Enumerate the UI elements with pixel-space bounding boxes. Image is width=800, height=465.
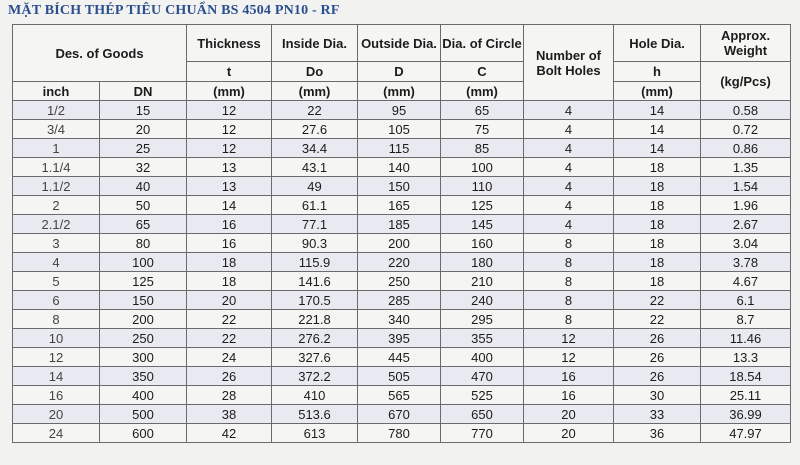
table-row (13, 120, 791, 139)
cell-weight: 13.3 (701, 348, 791, 367)
header-row-names (13, 25, 791, 62)
cell-bolt-holes: 8 (524, 310, 614, 329)
cell-outside-dia: 340 (358, 310, 441, 329)
cell-weight: 4.67 (701, 272, 791, 291)
cell-hole-dia: 14 (614, 120, 701, 139)
cell-thickness: 12 (187, 101, 272, 120)
cell-outside-dia: 505 (358, 367, 441, 386)
cell-bolt-holes: 4 (524, 215, 614, 234)
cell-inside-dia: 372.2 (272, 367, 358, 386)
cell-circle-dia: 525 (441, 386, 524, 405)
cell-outside-dia: 780 (358, 424, 441, 443)
cell-inch: 16 (13, 386, 100, 405)
table-row (13, 348, 791, 367)
cell-weight: 1.54 (701, 177, 791, 196)
cell-thickness: 16 (187, 215, 272, 234)
cell-inside-dia: 49 (272, 177, 358, 196)
cell-thickness: 20 (187, 291, 272, 310)
header-hole-symbol: h (614, 62, 701, 82)
cell-dn: 300 (100, 348, 187, 367)
cell-dn: 500 (100, 405, 187, 424)
header-bolt-holes: Number of Bolt Holes (524, 25, 614, 101)
header-inch: inch (13, 82, 100, 101)
cell-inch: 8 (13, 310, 100, 329)
cell-hole-dia: 33 (614, 405, 701, 424)
cell-hole-dia: 26 (614, 348, 701, 367)
cell-weight: 3.78 (701, 253, 791, 272)
cell-circle-dia: 100 (441, 158, 524, 177)
header-weight-unit: (kg/Pcs) (701, 62, 791, 101)
table-row (13, 177, 791, 196)
cell-bolt-holes: 8 (524, 272, 614, 291)
table-row (13, 405, 791, 424)
cell-thickness: 22 (187, 310, 272, 329)
cell-inch: 6 (13, 291, 100, 310)
cell-outside-dia: 250 (358, 272, 441, 291)
table-row (13, 291, 791, 310)
cell-dn: 40 (100, 177, 187, 196)
cell-hole-dia: 36 (614, 424, 701, 443)
cell-inch: 1/2 (13, 101, 100, 120)
cell-circle-dia: 160 (441, 234, 524, 253)
cell-hole-dia: 26 (614, 329, 701, 348)
cell-outside-dia: 445 (358, 348, 441, 367)
cell-outside-dia: 565 (358, 386, 441, 405)
cell-thickness: 42 (187, 424, 272, 443)
cell-thickness: 14 (187, 196, 272, 215)
unit-thickness: (mm) (187, 82, 272, 101)
cell-thickness: 18 (187, 253, 272, 272)
cell-outside-dia: 670 (358, 405, 441, 424)
cell-inside-dia: 34.4 (272, 139, 358, 158)
table-row (13, 101, 791, 120)
cell-bolt-holes: 4 (524, 120, 614, 139)
cell-thickness: 38 (187, 405, 272, 424)
cell-circle-dia: 650 (441, 405, 524, 424)
cell-outside-dia: 95 (358, 101, 441, 120)
cell-bolt-holes: 8 (524, 291, 614, 310)
cell-bolt-holes: 4 (524, 139, 614, 158)
table-row (13, 234, 791, 253)
cell-hole-dia: 22 (614, 310, 701, 329)
cell-outside-dia: 165 (358, 196, 441, 215)
cell-bolt-holes: 20 (524, 405, 614, 424)
table-row (13, 310, 791, 329)
header-weight: Approx. Weight (701, 25, 791, 62)
cell-inside-dia: 276.2 (272, 329, 358, 348)
cell-outside-dia: 105 (358, 120, 441, 139)
cell-inside-dia: 141.6 (272, 272, 358, 291)
cell-circle-dia: 210 (441, 272, 524, 291)
cell-outside-dia: 285 (358, 291, 441, 310)
cell-inside-dia: 513.6 (272, 405, 358, 424)
header-hole-dia: Hole Dia. (614, 25, 701, 62)
cell-inside-dia: 22 (272, 101, 358, 120)
cell-weight: 47.97 (701, 424, 791, 443)
cell-dn: 50 (100, 196, 187, 215)
cell-bolt-holes: 8 (524, 253, 614, 272)
table-row (13, 272, 791, 291)
cell-thickness: 26 (187, 367, 272, 386)
cell-inch: 20 (13, 405, 100, 424)
cell-hole-dia: 18 (614, 272, 701, 291)
cell-inch: 5 (13, 272, 100, 291)
cell-thickness: 13 (187, 177, 272, 196)
page-title: MẶT BÍCH THÉP TIÊU CHUẨN BS 4504 PN10 - RF (8, 3, 340, 18)
cell-weight: 1.96 (701, 196, 791, 215)
cell-weight: 36.99 (701, 405, 791, 424)
header-inside-symbol: Do (272, 62, 358, 82)
cell-inch: 3 (13, 234, 100, 253)
table-row (13, 215, 791, 234)
cell-dn: 80 (100, 234, 187, 253)
header-outside-symbol: D (358, 62, 441, 82)
header-goods: Des. of Goods (13, 25, 187, 82)
cell-hole-dia: 14 (614, 101, 701, 120)
cell-hole-dia: 18 (614, 177, 701, 196)
unit-inside: (mm) (272, 82, 358, 101)
cell-weight: 0.86 (701, 139, 791, 158)
cell-dn: 600 (100, 424, 187, 443)
cell-weight: 2.67 (701, 215, 791, 234)
cell-hole-dia: 14 (614, 139, 701, 158)
cell-hole-dia: 22 (614, 291, 701, 310)
cell-dn: 25 (100, 139, 187, 158)
cell-circle-dia: 75 (441, 120, 524, 139)
cell-dn: 250 (100, 329, 187, 348)
cell-inch: 1.1/4 (13, 158, 100, 177)
cell-weight: 18.54 (701, 367, 791, 386)
cell-inch: 10 (13, 329, 100, 348)
table-row (13, 386, 791, 405)
cell-inch: 4 (13, 253, 100, 272)
cell-dn: 125 (100, 272, 187, 291)
flange-spec-table (12, 24, 791, 443)
cell-inside-dia: 77.1 (272, 215, 358, 234)
cell-circle-dia: 125 (441, 196, 524, 215)
cell-thickness: 16 (187, 234, 272, 253)
cell-circle-dia: 400 (441, 348, 524, 367)
table-row (13, 253, 791, 272)
cell-bolt-holes: 4 (524, 158, 614, 177)
cell-bolt-holes: 12 (524, 348, 614, 367)
cell-weight: 3.04 (701, 234, 791, 253)
cell-bolt-holes: 4 (524, 177, 614, 196)
header-circle-dia: Dia. of Circle (441, 25, 524, 62)
cell-inside-dia: 43.1 (272, 158, 358, 177)
cell-hole-dia: 18 (614, 196, 701, 215)
cell-bolt-holes: 4 (524, 101, 614, 120)
cell-inch: 1.1/2 (13, 177, 100, 196)
cell-dn: 32 (100, 158, 187, 177)
cell-hole-dia: 18 (614, 158, 701, 177)
cell-outside-dia: 200 (358, 234, 441, 253)
cell-inside-dia: 115.9 (272, 253, 358, 272)
cell-hole-dia: 18 (614, 253, 701, 272)
cell-circle-dia: 470 (441, 367, 524, 386)
cell-inside-dia: 221.8 (272, 310, 358, 329)
cell-dn: 150 (100, 291, 187, 310)
cell-dn: 400 (100, 386, 187, 405)
cell-bolt-holes: 20 (524, 424, 614, 443)
header-outside-dia: Outside Dia. (358, 25, 441, 62)
cell-inch: 24 (13, 424, 100, 443)
cell-inside-dia: 170.5 (272, 291, 358, 310)
cell-outside-dia: 185 (358, 215, 441, 234)
cell-circle-dia: 110 (441, 177, 524, 196)
unit-hole: (mm) (614, 82, 701, 101)
cell-bolt-holes: 8 (524, 234, 614, 253)
cell-circle-dia: 145 (441, 215, 524, 234)
header-dn: DN (100, 82, 187, 101)
cell-weight: 1.35 (701, 158, 791, 177)
cell-inside-dia: 410 (272, 386, 358, 405)
cell-inch: 14 (13, 367, 100, 386)
cell-outside-dia: 150 (358, 177, 441, 196)
cell-inside-dia: 61.1 (272, 196, 358, 215)
cell-inside-dia: 90.3 (272, 234, 358, 253)
cell-circle-dia: 85 (441, 139, 524, 158)
cell-inch: 2 (13, 196, 100, 215)
cell-circle-dia: 65 (441, 101, 524, 120)
cell-weight: 8.7 (701, 310, 791, 329)
cell-outside-dia: 115 (358, 139, 441, 158)
header-thickness-symbol: t (187, 62, 272, 82)
table-row (13, 329, 791, 348)
table-row (13, 139, 791, 158)
cell-thickness: 22 (187, 329, 272, 348)
cell-circle-dia: 295 (441, 310, 524, 329)
cell-thickness: 12 (187, 120, 272, 139)
cell-thickness: 18 (187, 272, 272, 291)
header-circle-symbol: C (441, 62, 524, 82)
table-row (13, 158, 791, 177)
cell-inside-dia: 613 (272, 424, 358, 443)
cell-thickness: 28 (187, 386, 272, 405)
cell-weight: 0.58 (701, 101, 791, 120)
table-row (13, 424, 791, 443)
cell-dn: 100 (100, 253, 187, 272)
cell-inch: 2.1/2 (13, 215, 100, 234)
cell-weight: 0.72 (701, 120, 791, 139)
cell-thickness: 13 (187, 158, 272, 177)
cell-outside-dia: 140 (358, 158, 441, 177)
cell-hole-dia: 18 (614, 234, 701, 253)
cell-circle-dia: 180 (441, 253, 524, 272)
cell-bolt-holes: 4 (524, 196, 614, 215)
cell-dn: 200 (100, 310, 187, 329)
unit-circle: (mm) (441, 82, 524, 101)
cell-thickness: 12 (187, 139, 272, 158)
cell-weight: 25.11 (701, 386, 791, 405)
cell-circle-dia: 770 (441, 424, 524, 443)
cell-inch: 3/4 (13, 120, 100, 139)
header-thickness: Thickness (187, 25, 272, 62)
cell-inside-dia: 27.6 (272, 120, 358, 139)
header-row-units (13, 82, 791, 101)
cell-dn: 20 (100, 120, 187, 139)
cell-inside-dia: 327.6 (272, 348, 358, 367)
cell-bolt-holes: 12 (524, 329, 614, 348)
cell-inch: 1 (13, 139, 100, 158)
cell-inch: 12 (13, 348, 100, 367)
cell-dn: 65 (100, 215, 187, 234)
table-row (13, 367, 791, 386)
cell-circle-dia: 240 (441, 291, 524, 310)
cell-dn: 350 (100, 367, 187, 386)
header-inside-dia: Inside Dia. (272, 25, 358, 62)
cell-weight: 6.1 (701, 291, 791, 310)
cell-circle-dia: 355 (441, 329, 524, 348)
unit-outside: (mm) (358, 82, 441, 101)
cell-hole-dia: 26 (614, 367, 701, 386)
cell-weight: 11.46 (701, 329, 791, 348)
cell-outside-dia: 395 (358, 329, 441, 348)
cell-hole-dia: 18 (614, 215, 701, 234)
cell-dn: 15 (100, 101, 187, 120)
table-row (13, 196, 791, 215)
cell-hole-dia: 30 (614, 386, 701, 405)
cell-outside-dia: 220 (358, 253, 441, 272)
cell-thickness: 24 (187, 348, 272, 367)
cell-bolt-holes: 16 (524, 367, 614, 386)
cell-bolt-holes: 16 (524, 386, 614, 405)
